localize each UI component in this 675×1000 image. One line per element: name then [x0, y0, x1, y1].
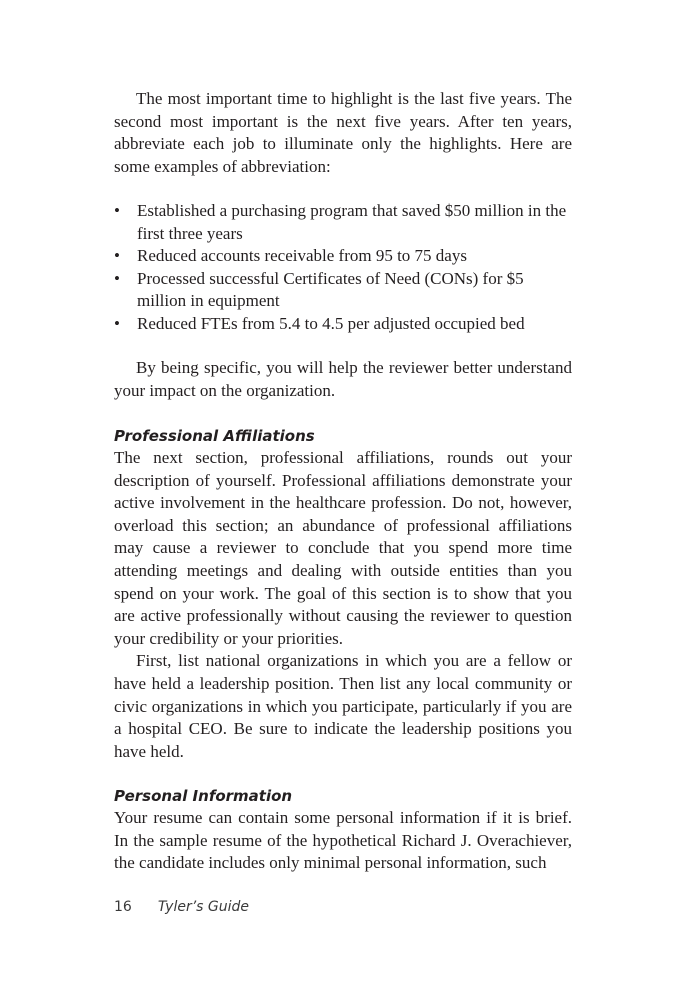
list-item-text: Reduced FTEs from 5.4 to 4.5 per adjusted occupied bed [137, 313, 525, 333]
list-item-text: Established a purchasing program that saved $50 million in the first three years [137, 201, 567, 243]
section-heading-affiliations: Professional Affiliations [114, 427, 315, 445]
specific-paragraph: By being specific, you will help the reviewer better understand your impact on the organization. [114, 358, 572, 400]
list-item-text: Reduced accounts receivable from 95 to 75 days [137, 246, 467, 266]
affiliations-paragraph-2: First, list national organizations in which you are a fellow or have held a leadership position. Then list any local community or civic organizations in which you participate, particularly if you are a hospital CEO. Be sure to indicate the leadership positions you have held. [114, 651, 572, 761]
affiliations-paragraph-1: The next section, professional affiliations, rounds out your description of yourself. Professional affiliations demonstrate your active involvement in the healthcare profession. Do not, however, overload this section; an abundance of professional affiliations may cause a reviewer to conclude that you spend more time attending meetings and dealing with outside entities than you spend on your work. The goal of this section is to show that you are active professionally without causing the reviewer to question your credibility or your priorities. [114, 448, 572, 648]
bullet-list [114, 200, 572, 336]
running-title: Tyler’s Guide [157, 899, 250, 915]
bullet-icon: • [114, 201, 120, 220]
personal-paragraph-1: Your resume can contain some personal information if it is brief. In the sample resume of the hypothetical Richard J. Overachiever, the candidate includes only minimal personal information, such [114, 808, 572, 873]
list-item [114, 313, 572, 336]
bullet-icon: • [114, 268, 120, 288]
affiliations-section [114, 447, 572, 763]
bullet-icon: • [114, 313, 120, 333]
list-item [114, 200, 572, 245]
intro-section [114, 88, 572, 178]
list-item-text: Processed successful Certificates of Need (CONs) for $5 million in equipment [137, 268, 524, 311]
abbreviation-examples [114, 200, 572, 336]
intro-paragraph: The most important time to highlight is the last five years. The second most important is the next five years. After ten years, abbreviate each job to illuminate only the highlights. Here are some examples of abbreviation: [114, 89, 572, 176]
specific-section [114, 357, 572, 402]
section-heading-personal: Personal Information [114, 787, 293, 805]
list-item [114, 268, 572, 313]
page-number: 16 [114, 899, 132, 915]
personal-section [114, 807, 572, 875]
page-footer [114, 899, 249, 915]
bullet-icon: • [114, 246, 120, 266]
list-item [114, 245, 572, 268]
